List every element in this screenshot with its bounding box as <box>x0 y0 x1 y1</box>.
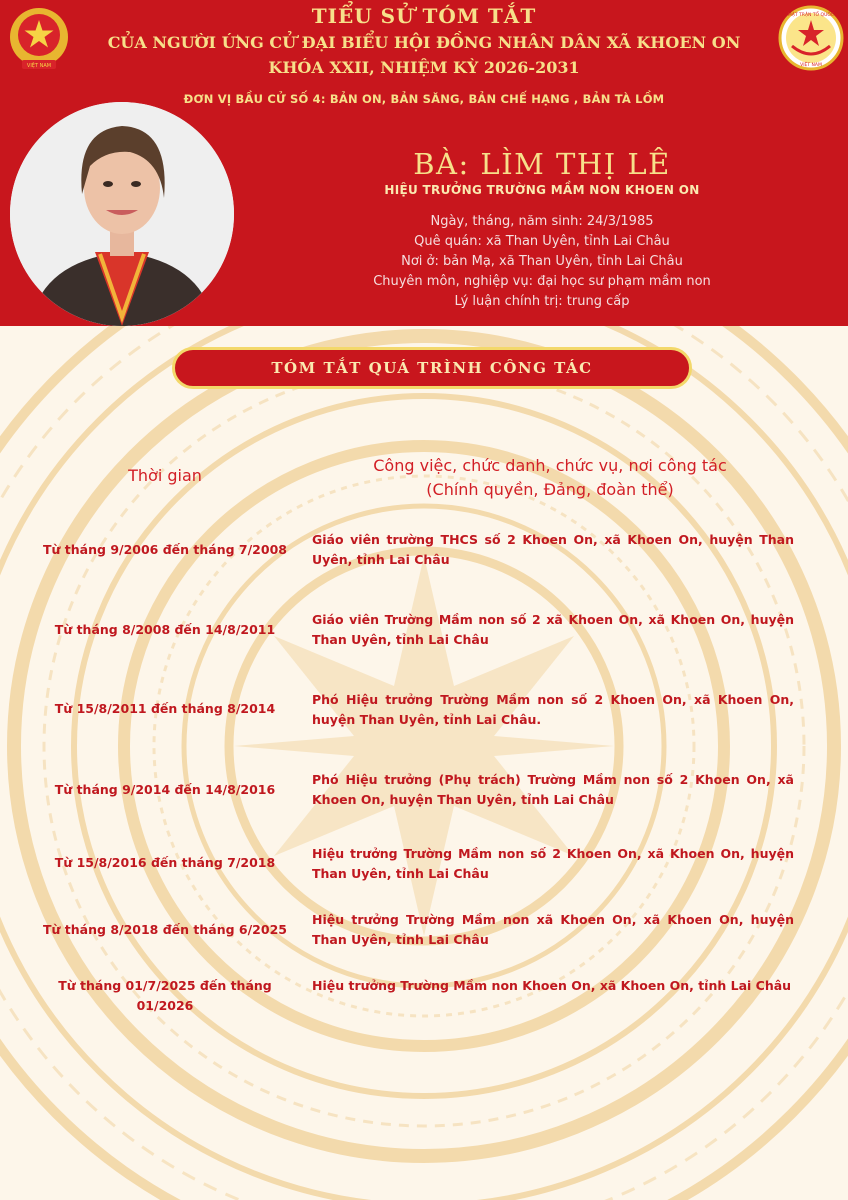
section-title: TÓM TẮT QUÁ TRÌNH CÔNG TÁC <box>172 347 692 389</box>
row-time: Từ 15/8/2016 đến tháng 7/2018 <box>54 855 276 870</box>
row-time: Từ tháng 8/2008 đến 14/8/2011 <box>54 622 276 637</box>
document-subtitle: CỦA NGƯỜI ỨNG CỬ ĐẠI BIỂU HỘI ĐỒNG NHÂN DÂN XÃ KHOEN ON <box>107 33 741 52</box>
candidate-position: HIỆU TRƯỞNG TRƯỜNG MẦM NON KHOEN ON <box>384 183 700 197</box>
row-time: Từ tháng 01/7/2025 đến tháng 01/2026 <box>58 978 272 1013</box>
row-time: Từ tháng 8/2018 đến tháng 6/2025 <box>43 922 287 937</box>
row-description: Hiệu trưởng Trường Mầm non Khoen On, xã Khoen On, tỉnh Lai Châu <box>312 978 792 993</box>
candidate-name: BÀ: LÌM THỊ LÊ <box>413 147 671 181</box>
residence: Nơi ở: bản Mạ, xã Than Uyên, tỉnh Lai Châu <box>401 254 683 269</box>
emblem-right-top-text: MẶT TRẬN TỔ QUỐC <box>787 13 835 18</box>
document-title: TIỂU SỬ TÓM TẮT <box>311 4 537 28</box>
row-description: Giáo viên Trường Mầm non số 2 xã Khoen On, xã Khoen On, huyện Than Uyên, tỉnh Lai Châu <box>312 612 794 647</box>
column-header-work <box>330 454 770 502</box>
emblem-right-bottom-text: VIỆT NAM <box>800 63 822 68</box>
constituency-label: ĐƠN VỊ BẦU CỬ SỐ 4: BẢN ON, BẢN SĂNG, BẢN CHẾ HẠNG , BẢN TÀ LỒM <box>183 92 665 106</box>
row-time: Từ tháng 9/2014 đến 14/8/2016 <box>54 782 276 797</box>
term-label: KHÓA XXII, NHIỆM KỲ 2026-2031 <box>268 58 580 77</box>
row-time: Từ 15/8/2011 đến tháng 8/2014 <box>54 701 276 716</box>
hometown: Quê quán: xã Than Uyên, tỉnh Lai Châu <box>414 234 670 249</box>
political-theory: Lý luận chính trị: trung cấp <box>454 294 630 309</box>
candidate-portrait <box>10 102 234 326</box>
row-description: Phó Hiệu trưởng (Phụ trách) Trường Mầm non số 2 Khoen On, xã Khoen On, huyện Than Uyên, tỉnh Lai Châu <box>312 772 794 807</box>
row-time: Từ tháng 9/2006 đến tháng 7/2008 <box>43 542 287 557</box>
row-description: Hiệu trưởng Trường Mầm non xã Khoen On, xã Khoen On, huyện Than Uyên, tỉnh Lai Châu <box>312 912 794 947</box>
column-header-work-line2: (Chính quyền, Đảng, đoàn thể) <box>426 480 674 499</box>
column-header-time: Thời gian <box>128 466 202 485</box>
row-description: Phó Hiệu trưởng Trường Mầm non số 2 Khoen On, xã Khoen On, huyện Than Uyên, tỉnh Lai Châu. <box>312 692 794 727</box>
row-description: Hiệu trưởng Trường Mầm non số 2 Khoen On, xã Khoen On, huyện Than Uyên, tỉnh Lai Châu <box>312 846 794 881</box>
column-header-work-line1: Công việc, chức danh, chức vụ, nơi công tác <box>373 456 727 475</box>
birth-date: Ngày, tháng, năm sinh: 24/3/1985 <box>430 214 654 229</box>
fatherland-front-emblem-icon <box>778 4 844 72</box>
row-description: Giáo viên trường THCS số 2 Khoen On, xã Khoen On, huyện Than Uyên, tỉnh Lai Châu <box>312 532 794 567</box>
header-banner <box>0 0 848 326</box>
emblem-left-text: VIỆT NAM <box>26 63 52 69</box>
profession: Chuyên môn, nghiệp vụ: đại học sư phạm mầm non <box>373 274 711 289</box>
